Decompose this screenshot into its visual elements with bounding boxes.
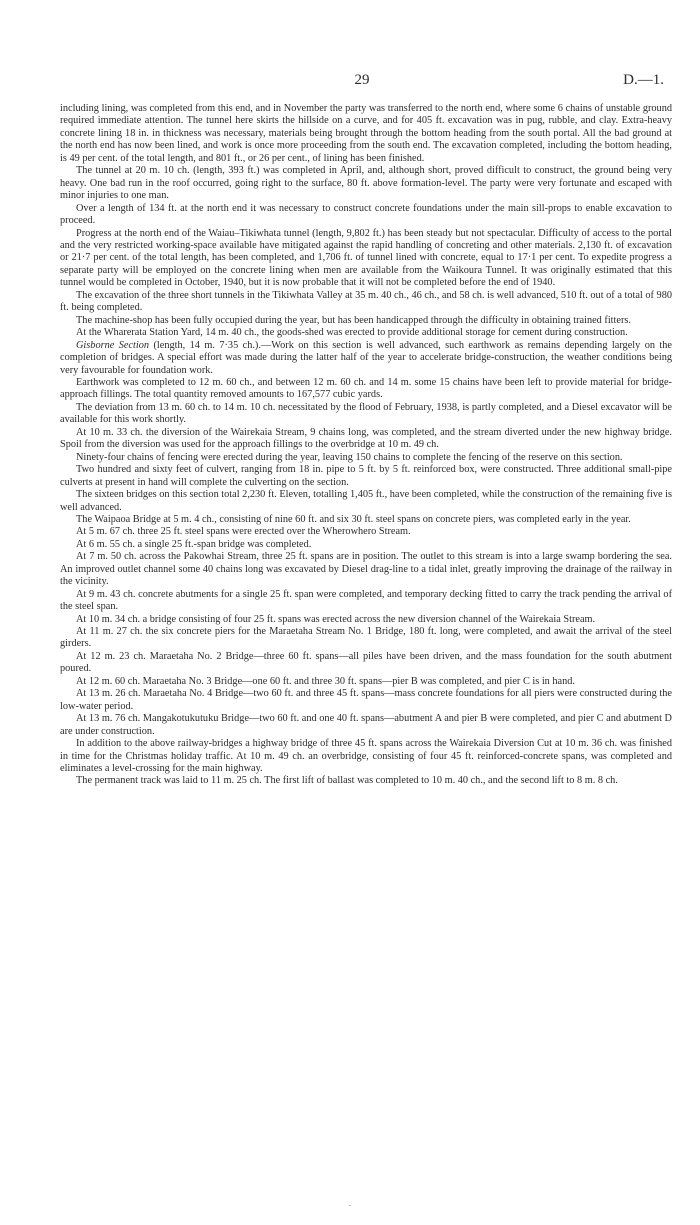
page-header [60, 72, 664, 92]
paragraph: At 9 m. 43 ch. concrete abutments for a single 25 ft. span were completed, and temporary decking fitted to carry the track pending the arrival of the steel span. [60, 588, 672, 613]
paragraph: At 13 m. 76 ch. Mangakotukutuku Bridge—two 60 ft. and one 40 ft. spans—abutment A and pier B were completed, and pier C and abutment D are under construction. [60, 713, 672, 737]
paragraph: At the Wharerata Station Yard, 14 m. 40 ch., the goods-shed was erected to provide additional storage for cement during construction. [76, 327, 628, 339]
paragraph: At 12 m. 23 ch. Maraetaha No. 2 Bridge—three 60 ft. spans—all piles have been driven, and the mass foundation for the south abutment poured. [60, 650, 672, 675]
section-intro: (length, 14 m. 7·35 ch.).—Work on this section is well advanced, such earthwork as remains depending largely on the completion of bridges. A special effort was made during the latter half of the year to accelerate bridge-construction, the weather conditions being very favourable for foundation work. [60, 339, 672, 376]
paragraph: The sixteen bridges on this section total 2,230 ft. Eleven, totalling 1,405 ft., have been completed, while the construction of the remaining five is well advanced. [60, 489, 672, 513]
paragraph: At 10 m. 34 ch. a bridge consisting of four 25 ft. spans was erected across the new diversion channel of the Wairekaia Stream. [76, 613, 596, 625]
paragraph: Progress at the north end of the Waiau–Tikiwhata tunnel (length, 9,802 ft.) has been steady but not spectacular. Difficulty of access to the portal and the very restricted working-space available have mitigated against the rapid handling of concreting and other materials. 2,130 ft. of excavation or 21·7 per cent. of the total length, has been completed, and 1,706 ft. of tunnel lined with concrete, equal to 17·1 per cent. To expedite progress a separate party will be employed on the concrete lining when men are available from the Waikoura Tunnel. It was originally estimated that this tunnel would be completed in October, 1940, but it is now probable that it will not be completed before the end of 1940. [60, 227, 672, 289]
paragraph: At 6 m. 55 ch. a single 25 ft.-span bridge was completed. [76, 538, 312, 550]
paragraph: Two hundred and sixty feet of culvert, ranging from 18 in. pipe to 5 ft. by 5 ft. reinforced box, were constructed. Three additional small-pipe culverts at present in hand will complete the culverting on the section. [60, 464, 672, 488]
body-text [60, 103, 672, 788]
section-title: Gisborne Section [76, 339, 150, 351]
paragraph: The tunnel at 20 m. 10 ch. (length, 393 ft.) was completed in April, and, although short, proved difficult to construct, the ground being very heavy. One bad run in the roof occurred, going right to the surface, 80 ft. above formation-level. The party were very fortunate and escaped with minor injuries to one man. [60, 165, 672, 202]
paragraph: At 7 m. 50 ch. across the Pakowhai Stream, three 25 ft. spans are in position. The outlet to this stream is into a large swamp bordering the sea. An improved outlet channel some 40 chains long was excavated by Diesel drag-line to a tidal inlet, greatly improving the drainage of the railway in the vicinity. [60, 551, 672, 588]
paragraph: At 10 m. 33 ch. the diversion of the Wairekaia Stream, 9 chains long, was completed, and the stream diverted under the new highway bridge. Spoil from the diversion was used for the approach fillings to the overbridge at 10 m. 49 ch. [60, 426, 672, 451]
paragraph: including lining, was completed from this end, and in November the party was transferred to the north end, where some 6 chains of unstable ground required immediate attention. The tunnel here skirts the hillside on a curve, and for 405 ft. excavation was in pug, rubble, and clay. Extra-heavy concrete lining 18 in. in thickness was necessary, materials being brought through the bottom heading from the south portal. All the bad ground at the north end has now been lined, and work is once more proceeding from the south end. The excavation completed, including the bottom heading, is 49 per cent. of the total length, and 801 ft., or 26 per cent., of lining has been finished. [60, 103, 672, 164]
paragraph: Over a length of 134 ft. at the north end it was necessary to construct concrete foundations under the main sill-props to enable excavation to proceed. [60, 202, 672, 227]
paragraph: At 11 m. 27 ch. the six concrete piers for the Maraetaha Stream No. 1 Bridge, 180 ft. long, were completed, and await the arrival of the steel girders. [60, 626, 672, 650]
paragraph: At 13 m. 26 ch. Maraetaha No. 4 Bridge—two 60 ft. and three 45 ft. spans—mass concrete foundations for all piers were constructed during the low-water period. [60, 688, 672, 712]
paragraph: The deviation from 13 m. 60 ch. to 14 m. 10 ch. necessitated by the flood of February, 1938, is partly completed, and a Diesel excavator will be available for this work shortly. [60, 401, 672, 426]
document-reference: D.—1. [623, 72, 664, 88]
paragraph: The Waipaoa Bridge at 5 m. 4 ch., consisting of nine 60 ft. and six 30 ft. steel spans on concrete piers, was completed early in the year. [76, 513, 631, 525]
paragraph: Earthwork was completed to 12 m. 60 ch., and between 12 m. 60 ch. and 14 m. some 15 chains have been left to provide material for bridge-approach fillings. The total quantity removed amounts to 167,577 cubic yards. [60, 376, 672, 401]
paragraph: In addition to the above railway-bridges a highway bridge of three 45 ft. spans across the Wairekaia Diversion Cut at 10 m. 36 ch. was finished in time for the Christmas holiday traffic. At 10 m. 49 ch. an overbridge, consisting of four 45 ft. reinforced-concrete spans, was completed and eliminates a level-crossing for the main highway. [60, 738, 672, 775]
paragraph: The permanent track was laid to 11 m. 25 ch. The first lift of ballast was completed to 10 m. 40 ch., and the second lift to 8 m. 8 ch. [76, 775, 618, 787]
paragraph: At 12 m. 60 ch. Maraetaha No. 3 Bridge—one 60 ft. and three 30 ft. spans—pier B was completed, and pier C is in hand. [76, 675, 575, 687]
paragraph: At 5 m. 67 ch. three 25 ft. steel spans were erected over the Wherowhero Stream. [76, 526, 411, 538]
paragraph: The excavation of the three short tunnels in the Tikiwhata Valley at 35 m. 40 ch., 46 ch., and 58 ch. is well advanced, 510 ft. out of a total of 980 ft. being completed. [60, 289, 672, 314]
paragraph: The machine-shop has been fully occupied during the year, but has been handicapped through the difficulty in obtaining trained fitters. [76, 314, 631, 326]
paragraph: Ninety-four chains of fencing were erected during the year, leaving 150 chains to complete the fencing of the reserve on this section. [76, 451, 623, 463]
page-number: 29 [354, 72, 370, 88]
gisborne-section-paragraph [60, 340, 672, 377]
footer-mark: . [348, 1198, 352, 1208]
